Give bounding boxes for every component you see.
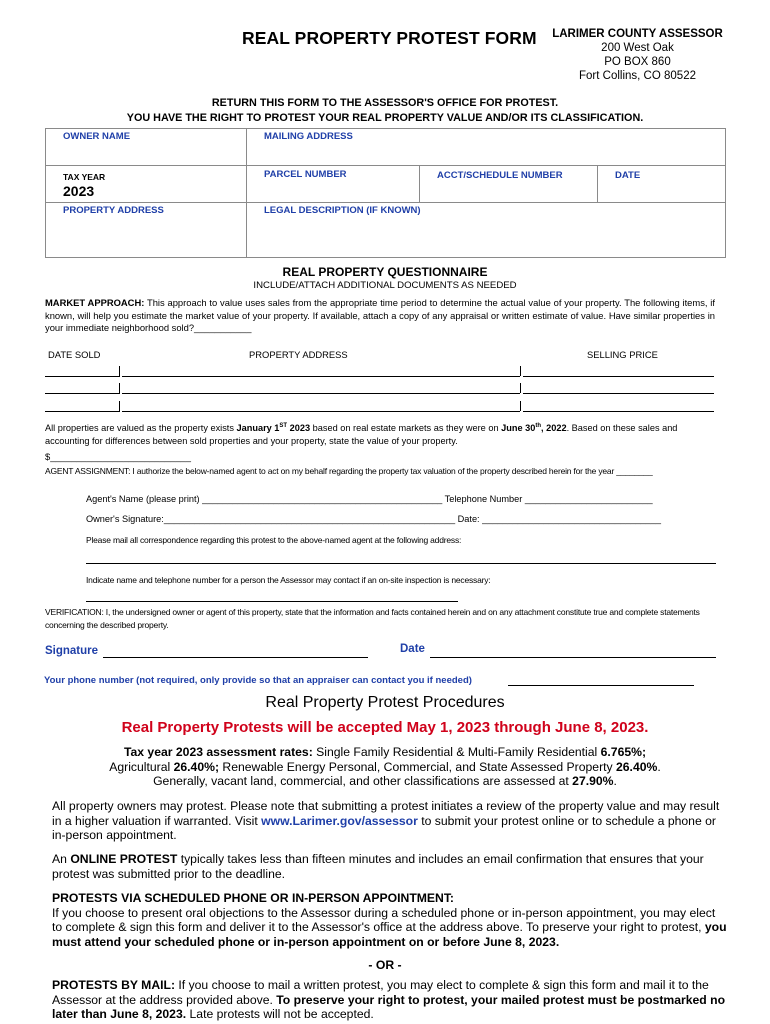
col-selling-price: SELLING PRICE (587, 349, 658, 360)
property-address-label: PROPERTY ADDRESS (63, 205, 164, 216)
date-sign-line[interactable] (430, 657, 716, 658)
valuation-text: All properties are valued as the property exists (45, 423, 234, 434)
valuation-text-2: based on real estate markets as they were on (312, 423, 499, 434)
questionnaire-title: REAL PROPERTY QUESTIONNAIRE (282, 265, 488, 279)
rate-residential: 6.765%; (600, 745, 647, 759)
market-approach-paragraph (45, 297, 715, 335)
mail-protest-late: Late protests will not be accepted. (189, 1007, 374, 1021)
all-owners-paragraph (52, 799, 727, 843)
property-value-field[interactable]: $___________________________ (45, 451, 191, 462)
property-address-field[interactable] (46, 203, 247, 258)
return-notice: RETURN THIS FORM TO THE ASSESSOR'S OFFICE FOR PROTEST. (211, 97, 559, 109)
mail-protest-paragraph (52, 978, 727, 1022)
assessor-website-link[interactable]: www.Larimer.gov/assessor (261, 813, 418, 828)
phone-appointment-deadline: you must attend your scheduled phone or in-person appointment on or before June 8, 2023. (52, 920, 727, 949)
phone-appointment-text: If you choose to present oral objections to the Assessor during a scheduled phone or in-person appointment, you may elect to complete & sign this form and deliver it to the Assessor's office at the address above. To preserve your right to protest, (52, 905, 716, 934)
questionnaire-subtitle: INCLUDE/ATTACH ADDITIONAL DOCUMENTS AS NEEDED (253, 280, 517, 291)
mail-correspondence-text: Please mail all correspondence regarding this protest to the above-named agent at the following address: (86, 535, 462, 545)
agent-address-line[interactable] (86, 563, 716, 564)
valuation-year: 2023 (289, 423, 311, 434)
owner-signature-field[interactable]: Owner's Signature:_________________________________________________________ Date: ___________________________________ (86, 514, 661, 524)
contact-person-line[interactable] (86, 601, 458, 602)
or-divider: - OR - (368, 958, 402, 972)
market-date-sup: th (535, 423, 542, 429)
owner-name-label: OWNER NAME (63, 131, 131, 142)
legal-description-field[interactable] (247, 203, 726, 258)
mail-protest-heading: PROTESTS BY MAIL: (52, 978, 176, 992)
valuation-text-3: . Based on these sales and accounting for differences between sold properties and your property, state the value of your property. (45, 423, 678, 446)
rate-vacant: 27.90% (572, 774, 614, 788)
property-info-table (45, 128, 726, 258)
online-protest-label: ONLINE PROTEST (70, 852, 178, 866)
parcel-number-field[interactable] (247, 166, 420, 203)
tax-year-label: TAX YEAR (63, 172, 106, 182)
mail-protest-text: If you choose to mail a written protest, you may elect to complete & sign this form and mail it to the Assessor at the address provided above. (52, 978, 709, 1007)
valuation-paragraph (45, 420, 715, 447)
phone-appointment-paragraph (52, 891, 727, 949)
all-owners-text: All property owners may protest. Please note that submitting a protest initiates a review of the property value and may result in a higher valuation if warranted. Visit (52, 799, 720, 828)
assessor-city: Fort Collins, CO 80522 (579, 70, 696, 82)
market-approach-label: MARKET APPROACH: (45, 297, 145, 308)
rate-agricultural: 26.40%; (173, 759, 220, 774)
signature-line[interactable] (103, 657, 368, 658)
rates-text-vacant: Generally, vacant land, commercial, and other classifications are assessed at (153, 774, 569, 788)
legal-description-label: LEGAL DESCRIPTION (IF KNOWN) (264, 205, 421, 216)
assessor-po-box: PO BOX 860 (604, 56, 671, 68)
online-text: An (52, 852, 67, 866)
agent-assignment-text: AGENT ASSIGNMENT: I authorize the below-named agent to act on my behalf regarding the property tax valuation of the property described herein for the year ________ (45, 466, 653, 476)
protest-dates: Real Property Protests will be accepted May 1, 2023 through June 8, 2023. (121, 719, 649, 736)
rates-text-commercial: Renewable Energy Personal, Commercial, and State Assessed Property (222, 759, 613, 774)
valuation-date: January 1 (236, 423, 280, 434)
assessment-rates: Tax year 2023 assessment rates: Single Family Residential & Multi-Family Residential 6.765%; Agricultural 26.40%; Renewable Energy Personal, Commercial, and State Assessed Property 26.40%. Generally, vacant land, commercial, and other classifications are assessed at 27.90%. (109, 745, 661, 788)
owner-name-field[interactable] (46, 129, 247, 166)
market-date-year: , 2022 (541, 423, 567, 434)
col-date-sold: DATE SOLD (48, 349, 101, 360)
mailing-address-label: MAILING ADDRESS (264, 131, 353, 142)
online-text-2: typically takes less than fifteen minutes and includes an email confirmation that ensures that your protest was submitted prior to the deadline. (52, 852, 704, 881)
signature-label: Signature (45, 645, 99, 657)
date-sign-label: Date (400, 643, 425, 655)
agent-name-field[interactable]: Agent's Name (please print) _______________________________________________ Telephone Number _________________________ (86, 494, 653, 504)
market-date: June 30 (501, 423, 536, 434)
mail-protest-deadline: To preserve your right to protest, your mailed protest must be postmarked no later than June 8, 2023. (52, 992, 726, 1021)
rate-commercial: 26.40% (616, 759, 658, 774)
tax-year-value: 2023 (63, 183, 95, 199)
acct-schedule-label: ACCT/SCHEDULE NUMBER (437, 170, 563, 181)
assessor-address-block (540, 27, 735, 83)
valuation-sup: ST (279, 423, 288, 429)
market-approach-text: This approach to value uses sales from the appropriate time period to determine the actual value of your property. The following items, if known, will help you estimate the market value of your property. If available, attach a copy of any appraisal or written estimate of value. Have similar properties in your immediate neighborhood sold?___________ (45, 297, 715, 333)
procedures-title: Real Property Protest Procedures (265, 694, 505, 711)
phone-appointment-heading: PROTESTS VIA SCHEDULED PHONE OR IN-PERSON APPOINTMENT: (52, 891, 454, 905)
protest-right-notice: YOU HAVE THE RIGHT TO PROTEST YOUR REAL PROPERTY VALUE AND/OR ITS CLASSIFICATION. (126, 112, 644, 124)
online-protest-paragraph (52, 852, 727, 881)
acct-schedule-field[interactable] (420, 166, 598, 203)
contact-person-text: Indicate name and telephone number for a person the Assessor may contact if an on-site inspection is necessary: (86, 575, 491, 585)
rates-text-ag: Agricultural (109, 759, 171, 774)
col-property-address: PROPERTY ADDRESS (249, 349, 348, 360)
assessor-name: LARIMER COUNTY ASSESSOR (552, 28, 723, 40)
mailing-address-field[interactable] (247, 129, 726, 166)
form-title: REAL PROPERTY PROTEST FORM (242, 28, 537, 48)
phone-label: Your phone number (not required, only provide so that an appraiser can contact you if needed) (44, 675, 472, 686)
rates-text-1: Single Family Residential & Multi-Family Residential (316, 745, 598, 759)
parcel-number-label: PARCEL NUMBER (264, 169, 347, 180)
tax-year-field[interactable] (46, 166, 247, 203)
phone-line[interactable] (508, 685, 694, 686)
rates-heading: Tax year 2023 assessment rates: (123, 745, 313, 759)
date-field[interactable] (598, 166, 726, 203)
assessor-address-line: 200 West Oak (601, 42, 674, 54)
all-owners-text-2: to submit your protest online or to schedule a phone or in-person appointment. (52, 813, 716, 842)
verification-text: VERIFICATION: I, the undersigned owner or agent of this property, state that the information and facts contained herein and on any attachment constitute true and complete statements concerning the described property. (45, 607, 700, 630)
date-label: DATE (615, 170, 641, 181)
